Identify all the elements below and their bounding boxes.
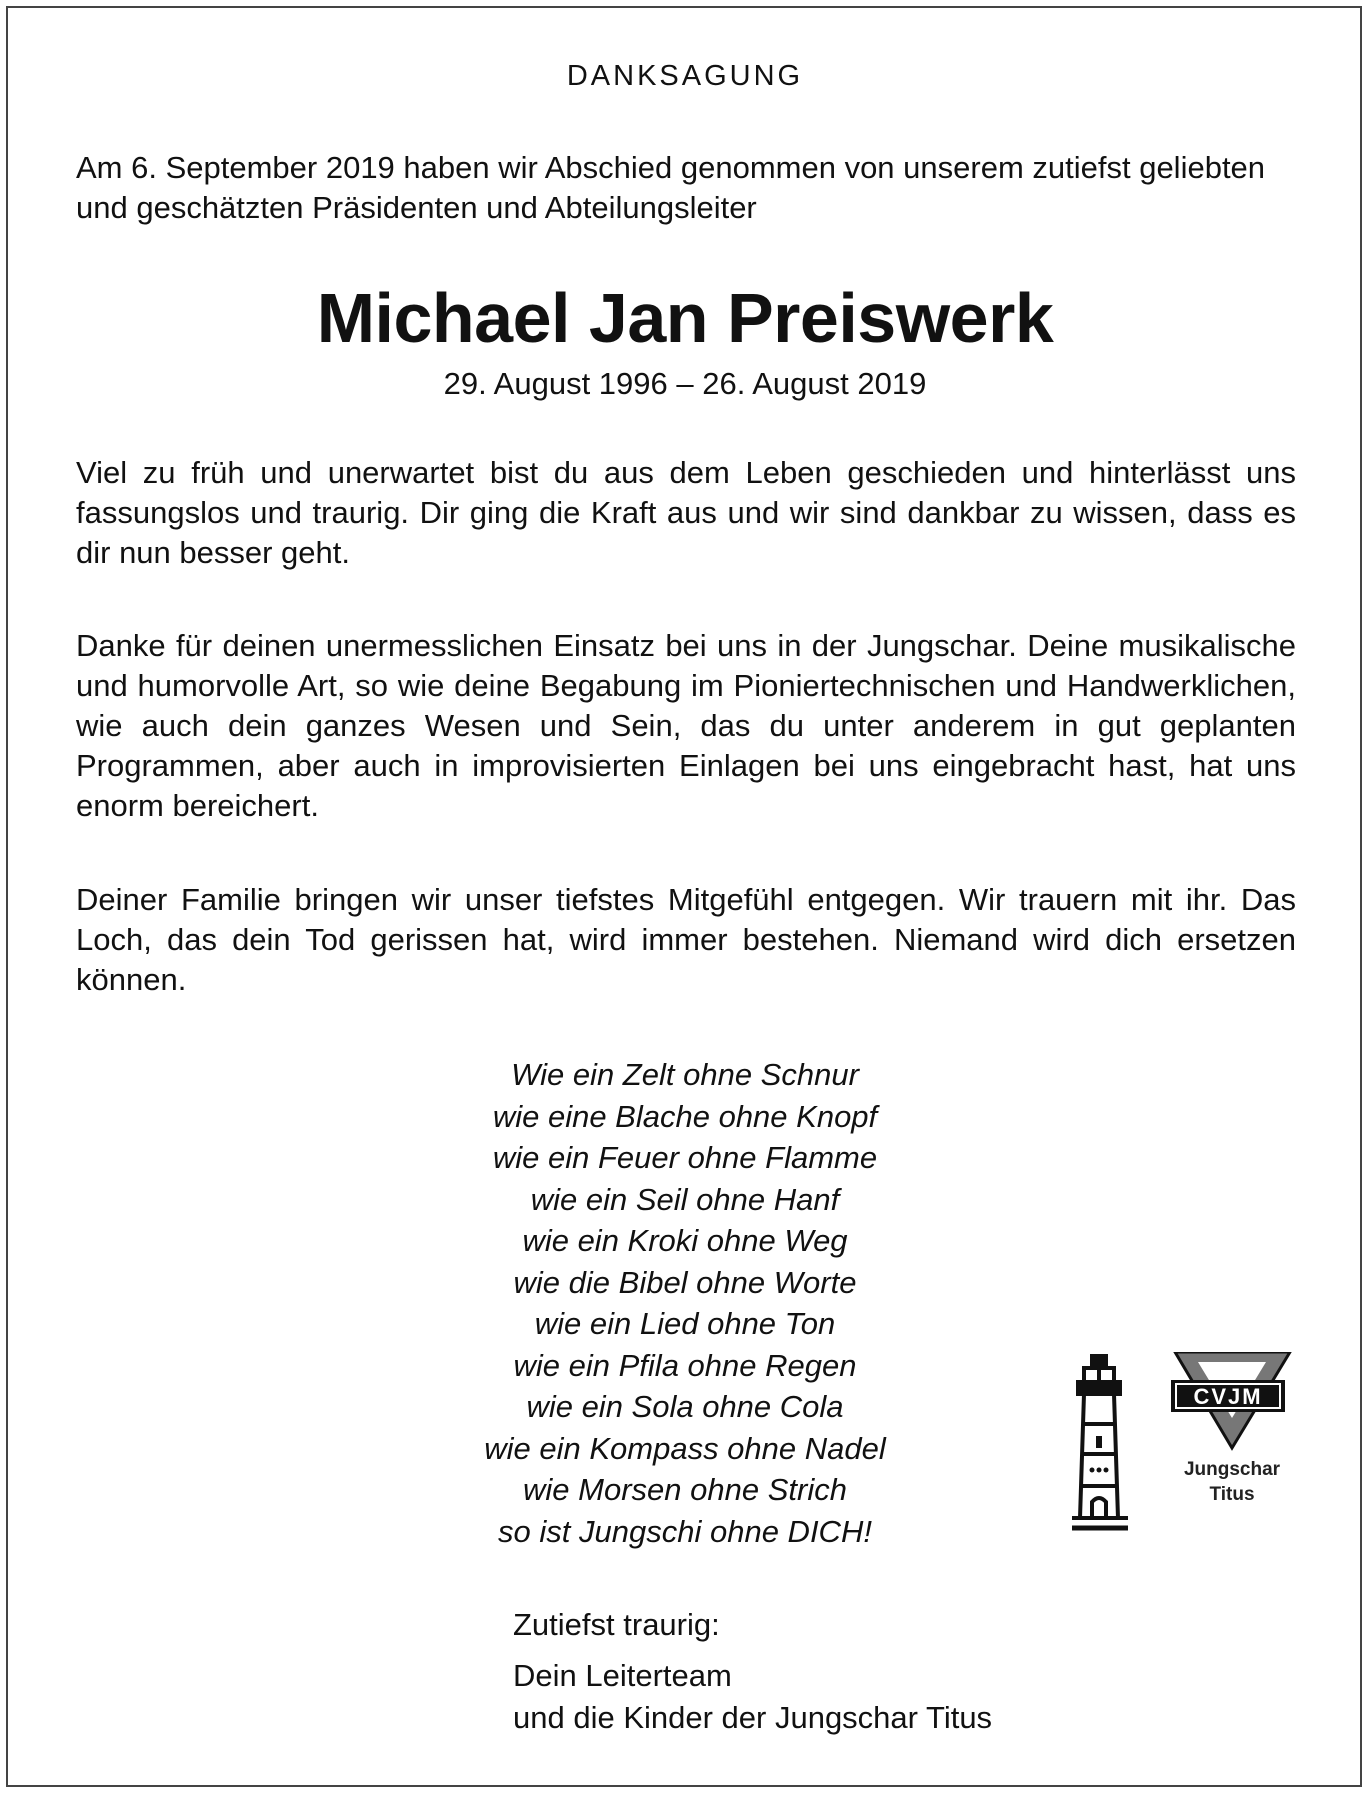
poem-line: wie eine Blache ohne Knopf: [492, 1098, 878, 1134]
poem-line: wie ein Sola ohne Cola: [526, 1389, 844, 1424]
signature-line-2: und die Kinder der Jungschar Titus: [513, 1700, 993, 1735]
heading: DANKSAGUNG: [566, 60, 804, 92]
closing-line-1: Zutiefst traurig:: [513, 1607, 720, 1642]
poem-line: wie ein Pfila ohne Regen: [513, 1347, 857, 1383]
lighthouse-icon: [1072, 1356, 1128, 1528]
poem-line: wie ein Kompass ohne Nadel: [484, 1430, 886, 1466]
poem-line: wie ein Feuer ohne Flamme: [492, 1140, 878, 1175]
cvjm-badge: [1171, 1352, 1290, 1505]
signature: [513, 1655, 992, 1739]
poem-line: wie ein Lied ohne Ton: [534, 1306, 836, 1341]
paragraph-1: Viel zu früh und unerwartet bist du aus dem Leben geschieden und hinterlässt uns fassungslos und traurig. Dir ging die Kraft aus und wir sind dankbar zu wissen, dass es dir nun besser geht.: [76, 455, 1296, 570]
cvjm-text: CVJM: [1193, 1384, 1263, 1409]
poem-line: wie ein Kroki ohne Weg: [522, 1223, 848, 1258]
signature-line-1: Dein Leiterteam: [513, 1658, 732, 1693]
logo-text-line-2: Titus: [1209, 1484, 1255, 1505]
life-dates: 29. August 1996 – 26. August 2019: [443, 366, 927, 401]
poem-line: wie ein Seil ohne Hanf: [530, 1181, 840, 1217]
poem: [385, 1054, 985, 1552]
paragraph-2: Danke für deinen unermesslichen Einsatz bei uns in der Jungschar. Deine musikalische und humorvolle Art, so wie deine Begabung im Pioniertechnischen und Handwerklichen, wie auch dein ganzes Wesen und Sein, das du unter anderem in gut geplanten Programmen, aber auch in improvisierten Einlagen bei uns eingebracht hast, hat uns enorm bereichert.: [76, 628, 1296, 823]
paragraph-3: Deiner Familie bringen wir unser tiefstes Mitgefühl entgegen. Wir trauern mit ihr. Das Loch, das dein Tod gerissen hat, wird immer bestehen. Niemand wird dich ersetzen können.: [76, 882, 1296, 997]
poem-line: wie Morsen ohne Strich: [523, 1472, 847, 1507]
poem-line: wie die Bibel ohne Worte: [513, 1264, 857, 1300]
logo-text-line-1: Jungschar: [1183, 1459, 1281, 1480]
intro-text: Am 6. September 2019 haben wir Abschied genommen von unserem zutiefst geliebten und geschätzten Präsidenten und Abteilungsleiter: [76, 150, 1266, 225]
poem-line: so ist Jungschi ohne DICH!: [498, 1513, 872, 1549]
deceased-name: Michael Jan Preiswerk: [316, 279, 1054, 357]
poem-line: Wie ein Zelt ohne Schnur: [511, 1057, 859, 1092]
jungschar-logo: [1070, 1352, 1300, 1542]
